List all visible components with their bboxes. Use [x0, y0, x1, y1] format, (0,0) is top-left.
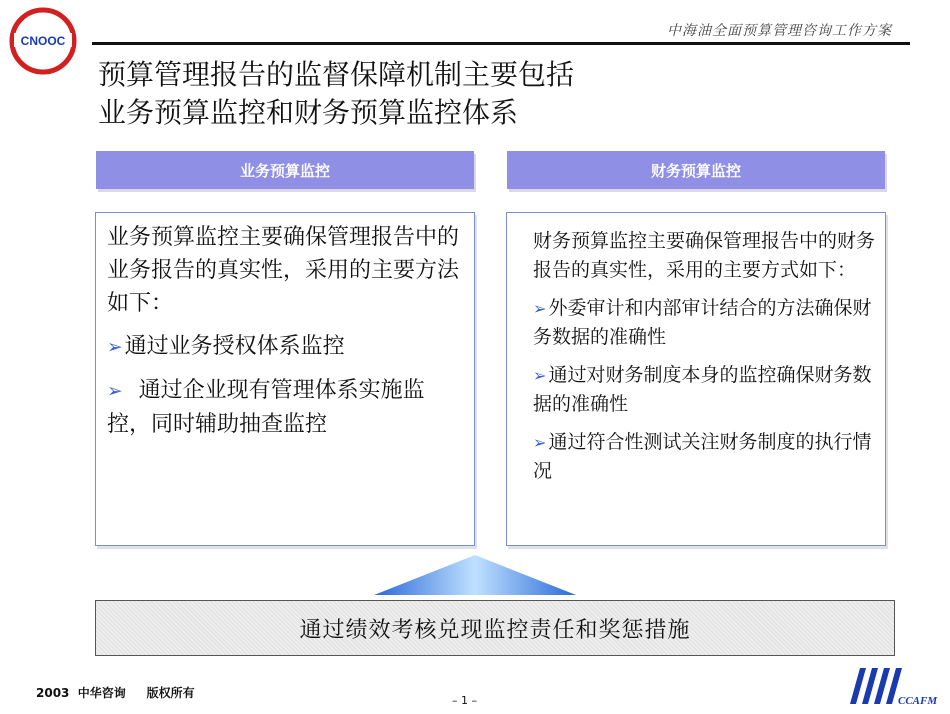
- page-title: [98, 56, 574, 132]
- logo-text: CNOOC: [20, 34, 66, 48]
- header-title: 中海油全面预算管理咨询工作方案: [667, 23, 892, 39]
- finance-bullet-text: 通过符合性测试关注财务制度的执行情况: [533, 431, 872, 482]
- finance-bullet-text: 通过对财务制度本身的监控确保财务数据的准确性: [533, 364, 872, 415]
- finance-intro: 财务预算监控主要确保管理报告中的财务报告的真实性，采用的主要方式如下：: [533, 230, 876, 281]
- finance-budget-header: 财务预算监控: [507, 151, 885, 189]
- page-number: – 1 –: [452, 694, 477, 707]
- business-bullet-text: 通过业务授权体系监控: [124, 334, 345, 359]
- finance-budget-box: [506, 212, 886, 546]
- finance-bullet-text: 外委审计和内部审计结合的方法确保财务数据的准确性: [533, 297, 872, 348]
- performance-assessment-box: 通过绩效考核兑现监控责任和奖惩措施: [95, 600, 895, 656]
- business-budget-box: [95, 212, 475, 546]
- page-title-line2: 业务预算监控和财务预算监控体系: [98, 96, 519, 129]
- bullet-arrow-icon: ➢: [107, 337, 123, 358]
- finance-bullet: [533, 361, 875, 419]
- bullet-arrow-icon: ➢: [533, 299, 547, 318]
- business-budget-header: 业务预算监控: [96, 151, 474, 189]
- header-rule: [92, 42, 910, 45]
- business-bullet: [107, 374, 464, 441]
- business-bullet: [107, 330, 464, 364]
- ccafm-logo: [838, 660, 948, 710]
- finance-bullet: [533, 294, 875, 352]
- support-triangle-icon: [374, 555, 576, 595]
- page-title-line1: 预算管理报告的监督保障机制主要包括: [98, 58, 575, 91]
- ccafm-logo-text: CCAFM: [898, 695, 938, 707]
- company-logo: [8, 6, 78, 76]
- business-bullet-text: 通过企业现有管理体系实施监控，同时辅助抽查监控: [107, 378, 425, 437]
- bullet-arrow-icon: ➢: [533, 433, 547, 452]
- business-intro: 业务预算监控主要确保管理报告中的业务报告的真实性，采用的主要方法如下：: [107, 225, 460, 316]
- bullet-arrow-icon: ➢: [107, 381, 123, 402]
- footer-copyright: 2003 中华咨询 版权所有: [36, 686, 195, 700]
- finance-bullet: [533, 428, 875, 486]
- bullet-arrow-icon: ➢: [533, 366, 547, 385]
